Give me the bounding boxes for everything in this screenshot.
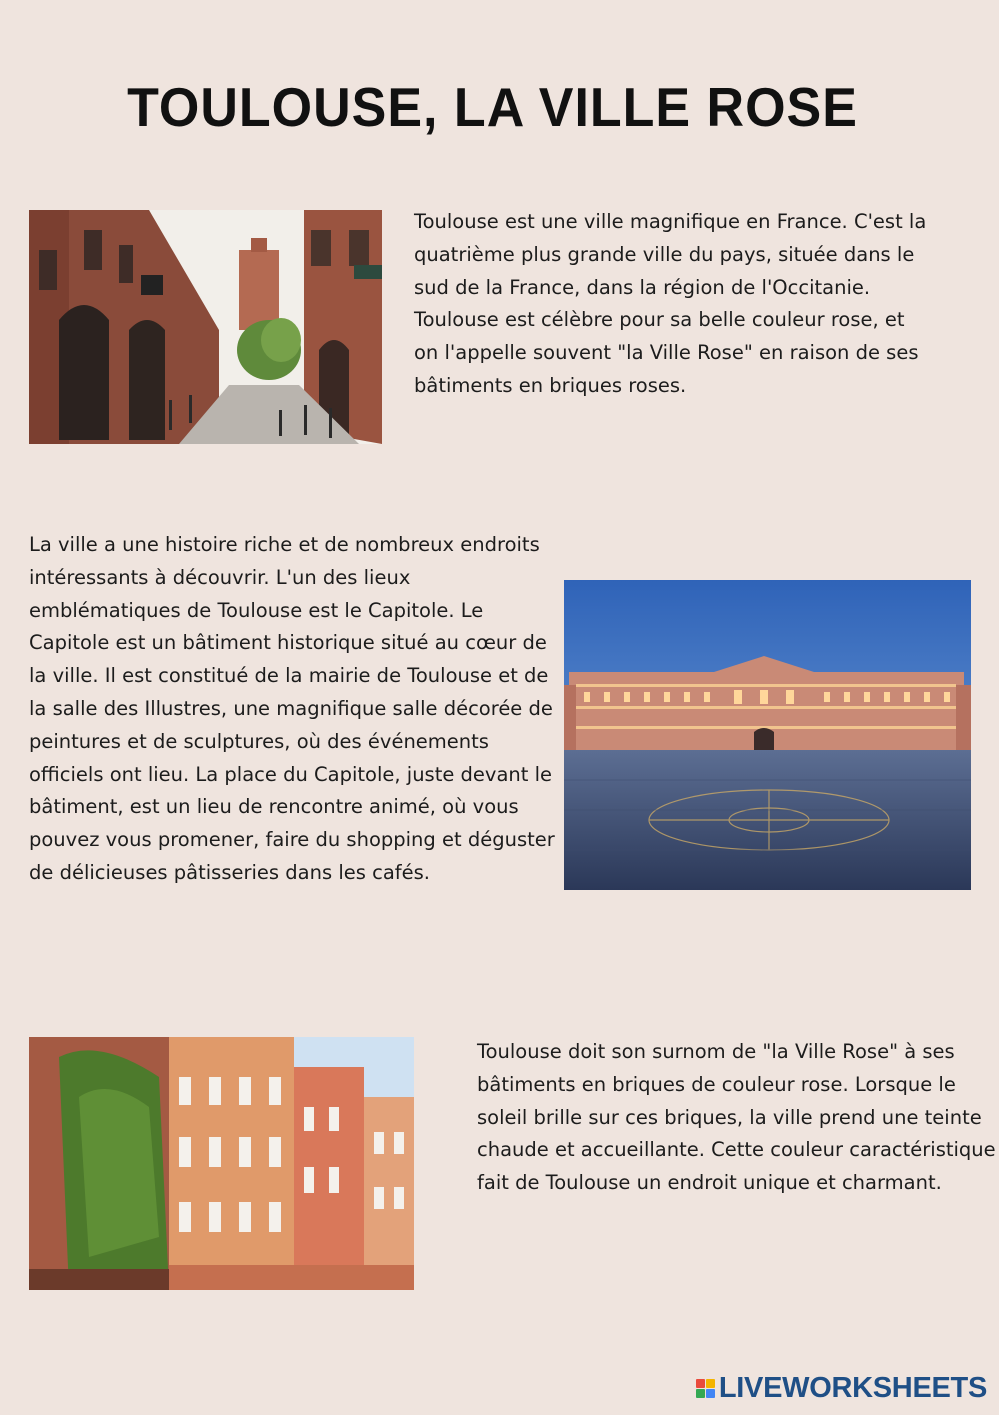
facades-photo [29, 1037, 414, 1290]
liveworksheets-logo-icon [696, 1379, 715, 1398]
street-photo [29, 210, 382, 444]
page-title: TOULOUSE, LA VILLE ROSE [127, 77, 858, 139]
intro-paragraph: Toulouse est une ville magnifique en France. C'est la quatrième plus grande ville du pays, située dans le sud de la France, dans la région de l'Occitanie. Toulouse est célèbre pour sa belle couleur rose, et on l'appelle souvent "la Ville Rose" en raison de ses bâtiments en briques roses. [414, 210, 927, 397]
logo-square-red [696, 1379, 705, 1388]
capitole-photo [564, 580, 971, 890]
brand-name: LIVEWORKSHEETS [718, 1372, 987, 1404]
logo-square-green [696, 1389, 705, 1398]
logo-square-blue [706, 1389, 715, 1398]
capitole-paragraph: La ville a une histoire riche et de nombreux endroits intéressants à découvrir. L'un des lieux emblématiques de Toulouse est le Capitole. Le Capitole est un bâtiment historique situé au cœur de la ville. Il est constitué de la mairie de Toulouse et de la salle des Illustres, une magnifique salle décorée de peintures et de sculptures, où des événements officiels ont lieu. La place du Capitole, juste devant le bâtiment, est un lieu de rencontre animé, où vous pouvez vous promener, faire du shopping et déguster de délicieuses pâtisseries dans les cafés. [29, 533, 555, 884]
liveworksheets-brand[interactable] [696, 1372, 987, 1405]
nickname-paragraph: Toulouse doit son surnom de "la Ville Rose" à ses bâtiments en briques de couleur rose. Lorsque le soleil brille sur ces briques, la ville prend une teinte chaude et accueillante. Cette couleur caractéristique fait de Toulouse un endroit unique et charmant. [477, 1040, 996, 1195]
logo-square-yellow [706, 1379, 715, 1388]
